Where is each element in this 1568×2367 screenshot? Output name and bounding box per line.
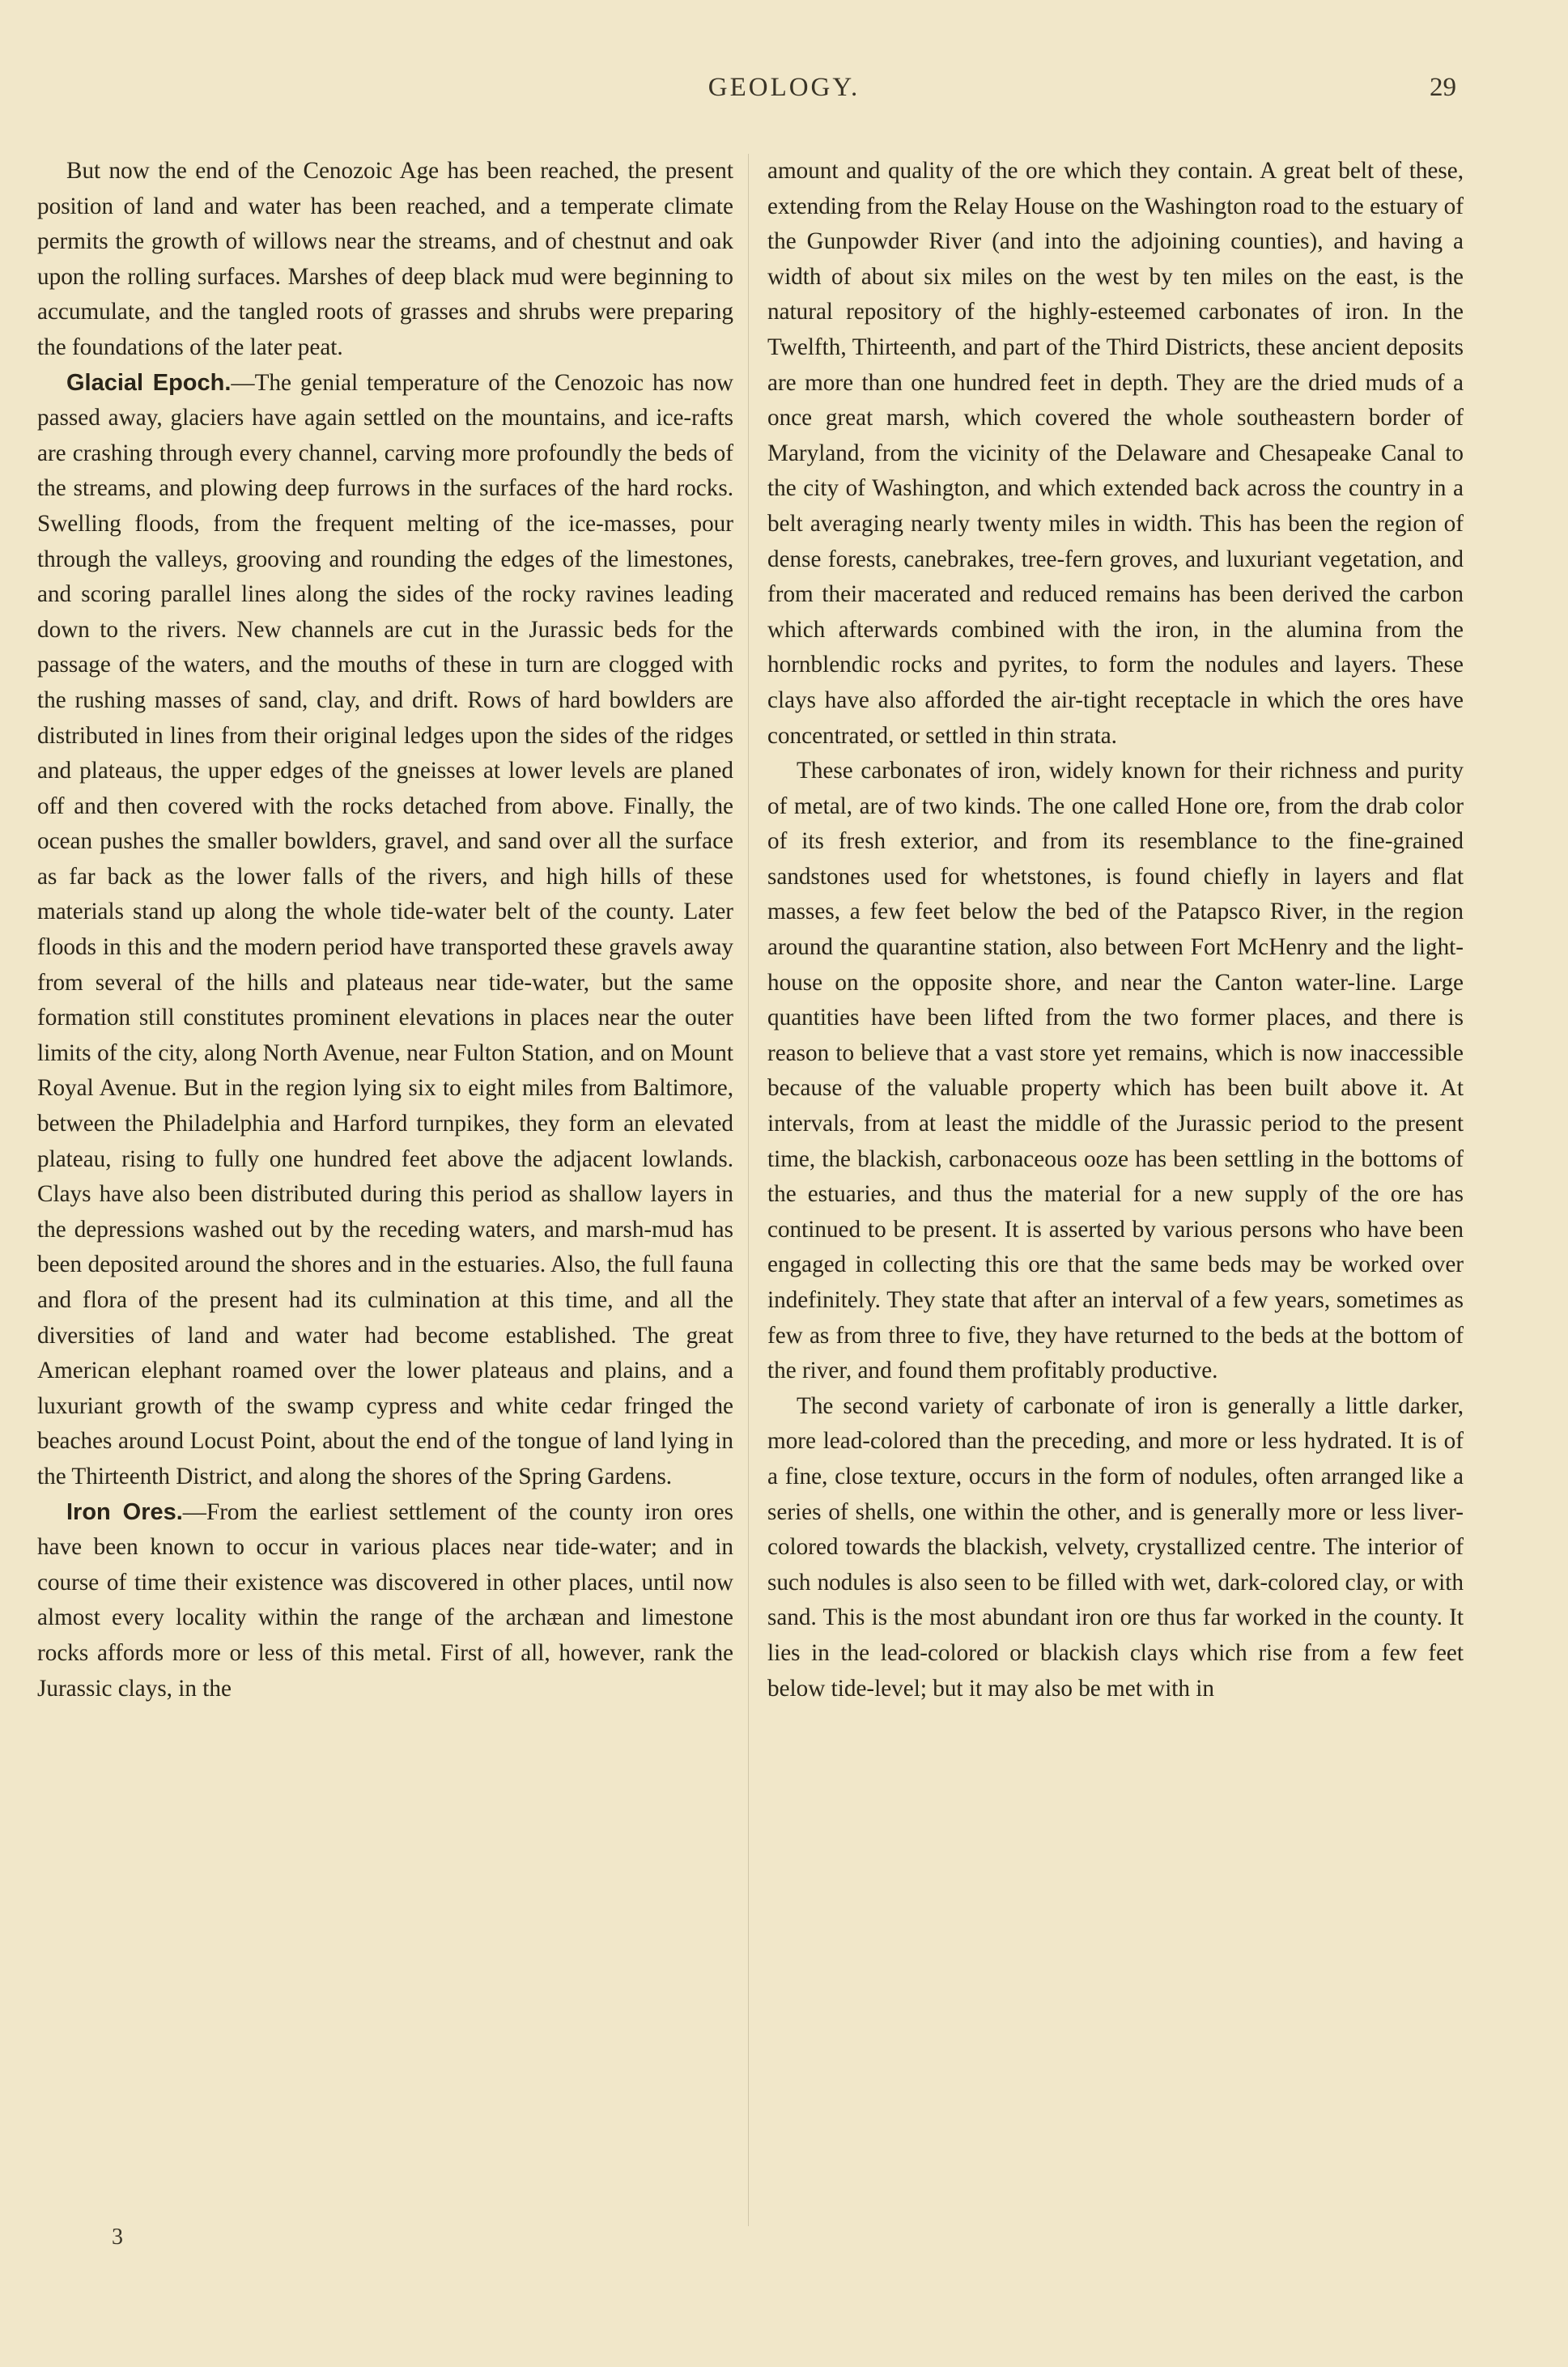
paragraph-iron-ores [37,1495,733,1707]
section-heading-iron-ores: Iron Ores. [66,1498,183,1525]
paragraph-glacial-epoch-text: —The genial temperature of the Cenozoic has now passed away, glaciers have again settled on the mountains, and ice-rafts are crashing through every channel, carving more profoundly the beds of the streams, and plowing deep furrows in the surfaces of the hard rocks. Swelling floods, from the frequent melting of the ice-masses, pour through the valleys, grooving and rounding the edges of the limestones, and scoring parallel lines along the sides of the rocky ravines leading down to the rivers. New channels are cut in the Jurassic beds for the passage of the waters, and the mouths of these in turn are clogged with the rushing masses of sand, clay, and drift. Rows of hard bowlders are distributed in lines from their original ledges upon the sides of the ridges and plateaus, the upper edges of the gneisses at lower levels are planed off and then covered with the rocks detached from above. Finally, the ocean pushes the smaller bowlders, gravel, and sand over all the surface as far back as the lower falls of the rivers, and high hills of these materials stand up along the whole tide-water belt of the county. Later floods in this and the modern period have transported these gravels away from several of the hills and plateaus near tide-water, but the same formation still constitutes prominent elevations in places near the outer limits of the city, along North Avenue, near Fulton Station, and on Mount Royal Avenue. But in the region lying six to eight miles from Baltimore, between the Philadelphia and Harford turnpikes, they form an elevated plateau, rising to fully one hundred feet above the adjacent lowlands. Clays have also been distributed during this period as shallow layers in the depressions washed out by the receding waters, and marsh-mud has been deposited around the shores and in the estuaries. Also, the full fauna and flora of the present had its culmination at this time, and all the diversities of land and water had become established. The great American elephant roamed over the lower plateaus and plains, and a luxuriant growth of the swamp cypress and white cedar fringed the beaches around Locust Point, about the end of the tongue of land lying in the Thirteenth District, and along the shores of the Spring Gardens. [37,369,733,1489]
column-divider [748,154,749,2226]
running-title: GEOLOGY. [708,73,860,102]
paragraph-cenozoic-end: But now the end of the Cenozoic Age has been reached, the present position of land and water has been reached, and a temperate climate permits the growth of willows near the streams, and of chestnut and oak upon the rolling surfaces. Marshes of deep black mud were beginning to accumulate, and the tangled roots of grasses and shrubs were preparing the foundations of the later peat. [37,158,733,360]
signature-mark: 3 [112,2225,123,2250]
page-number: 29 [1430,73,1456,102]
right-column [767,154,1464,1706]
paragraph-hone-ore: These carbonates of iron, widely known for their richness and purity of metal, are of two kinds. The one called Hone ore, from the drab color of its fresh exterior, and from its resemblance to the fine-grained sandstones used for whetstones, is found chiefly in layers and flat masses, a few feet below the bed of the Patapsco River, in the region around the quarantine station, also between Fort McHenry and the light-house on the opposite shore, and near the Canton water-line. Large quantities have been lifted from the two former places, and there is reason to believe that a vast store yet remains, which is now inaccessible because of the valuable property which has been built above it. At intervals, from at least the middle of the Jurassic period to the present time, the blackish, carbonaceous ooze has been settling in the bottoms of the estuaries, and thus the material for a new supply of the ore has continued to be present. It is asserted by various persons who have been engaged in collecting this ore that the same beds may be worked over indefinitely. They state that after an interval of a few years, sometimes as few as from three to five, they have returned to the beds at the bottom of the river, and found them profitably productive. [767,758,1464,1384]
paragraph-iron-ores-text: —From the earliest settlement of the county iron ores have been known to occur in various places near tide-water; and in course of time their existence was discovered in other places, until now almost every locality within the range of the archæan and limestone rocks affords more or less of this metal. First of all, however, rank the Jurassic clays, in the [37,1498,733,1702]
left-column [37,154,733,1706]
page-header [0,73,1568,121]
paragraph-glacial-epoch [37,366,733,1495]
section-heading-glacial-epoch: Glacial Epoch. [66,369,232,396]
paragraph-jurassic-clays: amount and quality of the ore which they contain. A great belt of these, extending from the Relay House on the Washington road to the estuary of the Gunpowder River (and into the adjoining counties), and having a width of about six miles on the west by ten miles on the east, is the natural repository of the highly-esteemed carbonates of iron. In the Twelfth, Thirteenth, and part of the Third Districts, these ancient deposits are more than one hundred feet in depth. They are the dried muds of a once great marsh, which covered the whole southeastern border of Maryland, from the vicinity of the Delaware and Chesapeake Canal to the city of Washington, and which extended back across the country in a belt averaging nearly twenty miles in width. This has been the region of dense forests, canebrakes, tree-fern groves, and luxuriant vegetation, and from their macerated and reduced remains has been derived the carbon which afterwards combined with the iron, in the alumina from the hornblendic rocks and pyrites, to form the nodules and layers. These clays have also afforded the air-tight receptacle in which the ores have concentrated, or settled in thin strata. [767,158,1464,749]
paragraph-second-variety: The second variety of carbonate of iron is generally a little darker, more lead-colored than the preceding, and more or less hydrated. It is of a fine, close texture, occurs in the form of nodules, often arranged like a series of shells, one within the other, and is generally more or less liver-colored towards the blackish, velvety, crystallized centre. The interior of such nodules is also seen to be filled with wet, dark-colored clay, or with sand. This is the most abundant iron ore thus far worked in the county. It lies in the lead-colored or blackish clays which rise from a few feet below tide-level; but it may also be met with in [767,1392,1464,1702]
